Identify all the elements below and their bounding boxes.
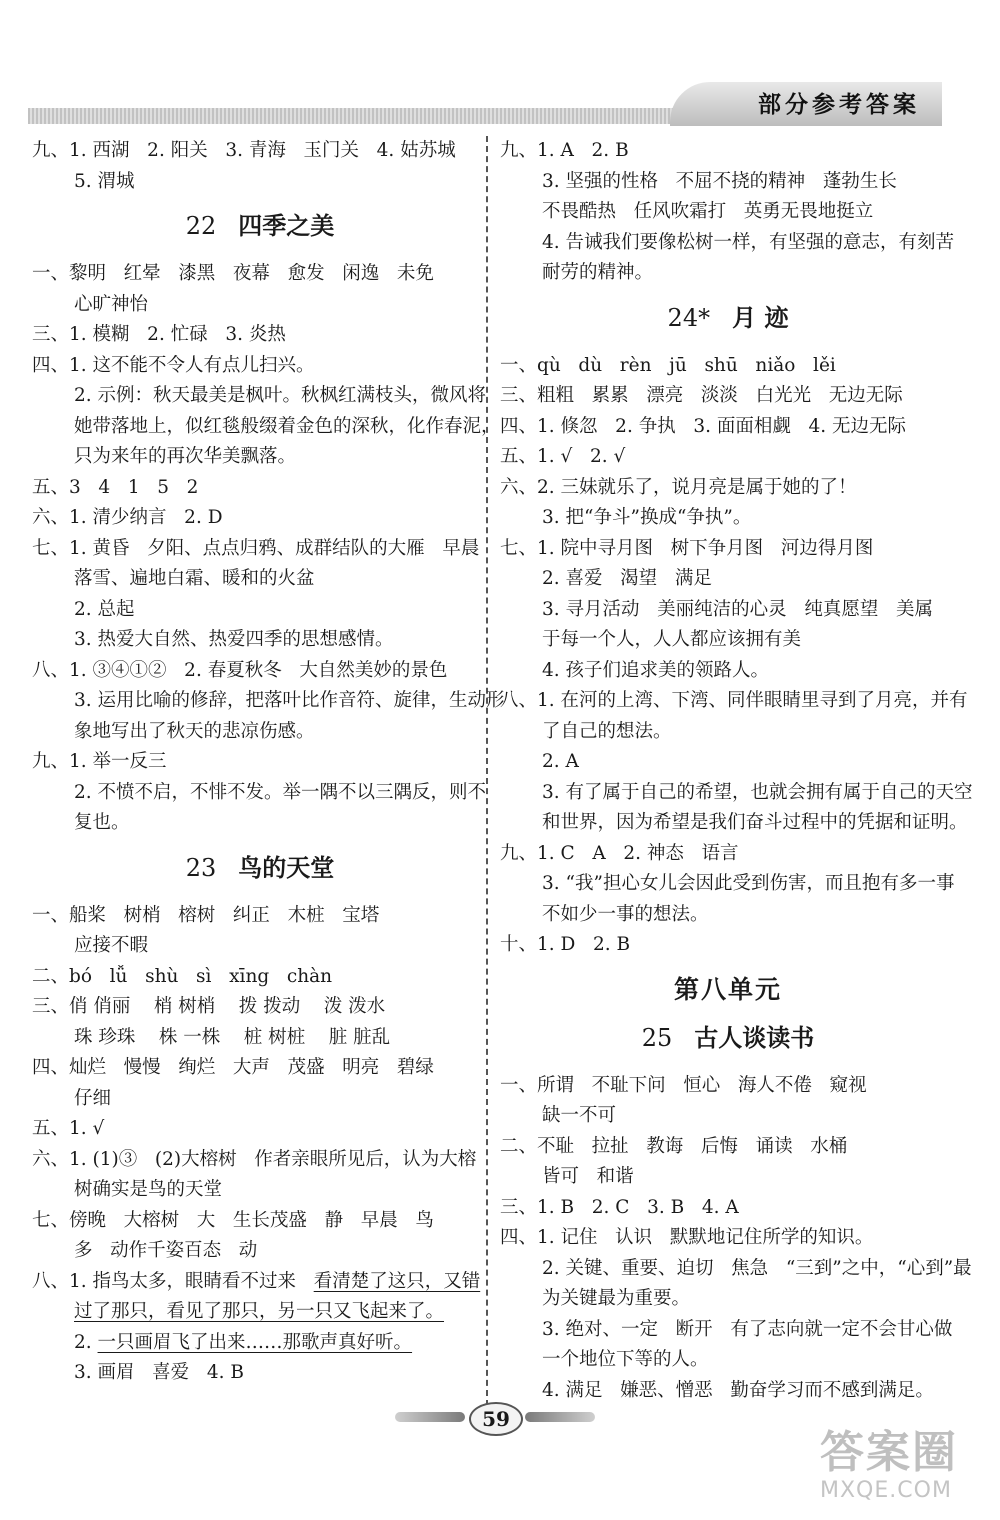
header-title: 部分参考答案	[758, 91, 920, 118]
answer-line: 五、1. √ 2. √	[500, 446, 626, 467]
page-number: 59	[469, 1402, 523, 1436]
unit-title: 第八单元	[673, 974, 782, 1004]
answer-line: 树确实是鸟的天堂	[74, 1179, 223, 1200]
section-number: 24*	[667, 303, 711, 332]
footer-ornament-left	[395, 1412, 465, 1422]
answer-line: 2. 关键、重要、迫切 焦急 “三到”之中，“心到”最	[542, 1257, 972, 1279]
answer-line: 3. 运用比喻的修辞，把落叶比作音符、旋律，生动形	[74, 690, 505, 711]
section-name: 鸟的天堂	[238, 852, 335, 882]
section-name: 四季之美	[238, 211, 335, 240]
answer-line: 3. 绝对、一定 断开 有了志向就一定不会甘心做	[542, 1318, 953, 1340]
answer-line: 3. 坚强的性格 不屈不挠的精神 蓬勃生长	[542, 170, 897, 192]
answer-line: 九、1. 举一反三	[32, 751, 167, 772]
answer-line: 2. 示例：秋天最美是枫叶。秋枫红满枝头，微风将	[74, 385, 487, 406]
answer-line: 六、2. 三妹就乐了，说月亮是属于她的了！	[500, 476, 857, 498]
answer-line: 3. 热爱大自然、热爱四季的思想感情。	[74, 629, 394, 650]
answer-line: 二、不耻 拉扯 教诲 后悔 诵读 水桶	[500, 1135, 848, 1157]
answer-text: 2.	[74, 1331, 98, 1353]
answer-line: 九、1. A 2. B	[500, 140, 629, 161]
answer-line: 四、1. 这不能不令人有点儿扫兴。	[32, 354, 315, 376]
answer-line: 不畏酷热 任风吹霜打 英勇无畏地挺立	[542, 201, 874, 222]
answer-line: 一、qù dù rèn jū shū niǎo lěi	[500, 354, 836, 376]
underlined-answer: 看清楚了这只，又错	[313, 1270, 481, 1292]
answer-line: 缺一不可	[542, 1105, 617, 1126]
answer-line: 和世界，因为希望是我们奋斗过程中的凭据和证明。	[542, 812, 968, 833]
section-title-23	[32, 853, 488, 883]
answer-line: 2. 总起	[74, 598, 135, 620]
underlined-answer: 一只画眉飞了出来……那歌声真好听。	[97, 1331, 413, 1353]
answer-line: 一、船桨 树梢 榕树 纠正 木桩 宝塔	[32, 904, 380, 926]
answer-line: 五、1. √	[32, 1118, 105, 1139]
answer-line	[32, 1297, 488, 1328]
answer-line: 3. 把“争斗”换成“争执”。	[542, 507, 752, 528]
answer-line: 3. “我”担心女儿会因此受到伤害，而且抱有多一事	[542, 873, 955, 894]
footer-ornament-right	[525, 1412, 595, 1422]
right-column	[500, 136, 973, 1406]
left-column	[32, 136, 505, 1389]
watermark-url: MXQE.COM	[820, 1478, 952, 1503]
answer-line: 4. 告诫我们要像松树一样，有坚强的意志，有刻苦	[542, 231, 955, 253]
answer-line: 2. 喜爱 渴望 满足	[542, 568, 712, 589]
answer-line: 一、黎明 红晕 漆黑 夜幕 愈发 闲逸 未免	[32, 263, 434, 284]
answer-line: 复也。	[74, 812, 130, 833]
answer-line: 落雪、遍地白霜、暖和的火盆	[74, 568, 315, 589]
section-name: 月 迹	[732, 302, 789, 332]
answer-line: 八、1. ③④①② 2. 春夏秋冬 大自然美妙的景色	[32, 659, 448, 681]
answer-line: 四、1. 记住 认识 默默地记住所学的知识。	[500, 1227, 874, 1248]
answer-line: 三、俏 俏丽 梢 树梢 拨 拨动 泼 泼水	[32, 996, 386, 1017]
answer-line: 3. 有了属于自己的希望，也就会拥有属于自己的天空	[542, 781, 973, 803]
answer-line: 象地写出了秋天的悲凉伤感。	[74, 720, 315, 742]
answer-line: 一个地位下等的人。	[542, 1349, 709, 1370]
answer-line: 只为来年的再次华美飘落。	[74, 446, 297, 467]
section-number: 23	[185, 853, 217, 882]
answer-line: 于每一个人，人人都应该拥有美	[542, 629, 802, 650]
watermark-logo: 答案圈	[820, 1427, 958, 1478]
answer-line	[32, 1328, 488, 1359]
section-title-24	[500, 303, 956, 333]
answer-line: 十、1. D 2. B	[500, 934, 631, 955]
answer-line: 心旷神怡	[74, 293, 149, 315]
answer-line: 5. 渭城	[74, 170, 135, 192]
answer-line: 六、1. (1)③ (2)大榕树 作者亲眼所见后，认为大榕	[32, 1148, 477, 1170]
answer-line: 一、所谓 不耻下问 恒心 海人不倦 窥视	[500, 1074, 867, 1096]
answer-line: 九、1. C A 2. 神态 语言	[500, 842, 739, 864]
answer-line: 2. A	[542, 751, 579, 772]
answer-line: 仔细	[74, 1087, 112, 1109]
answer-line: 为关键最为重要。	[542, 1288, 691, 1309]
answer-line: 二、bó lǚ shù sì xīng chàn	[32, 965, 333, 987]
answer-line: 3. 画眉 喜爱 4. B	[74, 1362, 244, 1383]
page-footer	[395, 1402, 595, 1434]
answer-text: 八、1. 指鸟太多，眼睛看不过来	[32, 1270, 314, 1292]
answer-line: 七、傍晚 大榕树 大 生长茂盛 静 早晨 鸟	[32, 1209, 434, 1231]
answer-line: 六、1. 清少纳言 2. D	[32, 507, 223, 528]
section-title-22	[32, 211, 488, 241]
section-number: 22	[185, 212, 217, 240]
answer-line	[32, 1267, 488, 1298]
underlined-answer: 过了那只，看见了那只，另一只又飞起来了。	[74, 1301, 445, 1322]
answer-line: 七、1. 院中寻月图 树下争月图 河边得月图	[500, 537, 874, 559]
answer-line: 3. 寻月活动 美丽纯洁的心灵 纯真愿望 美属	[542, 598, 933, 620]
answer-line: 八、1. 在河的上湾、下湾、同伴眼睛里寻到了月亮，并有	[500, 690, 968, 711]
answer-line: 九、1. 西湖 2. 阳关 3. 青海 玉门关 4. 姑苏城	[32, 140, 456, 161]
answer-line: 4. 孩子们追求美的领路人。	[542, 659, 770, 681]
answer-line: 了自己的想法。	[542, 720, 672, 742]
answer-line: 不如少一事的想法。	[542, 903, 709, 925]
answer-line: 三、1. 模糊 2. 忙碌 3. 炎热	[32, 324, 286, 345]
answer-line: 五、3 4 1 5 2	[32, 476, 199, 498]
section-number: 25	[641, 1023, 673, 1052]
answer-line: 应接不暇	[74, 935, 149, 956]
answer-line: 多 动作千姿百态 动	[74, 1240, 258, 1261]
answer-line: 2. 不愤不启，不悱不发。举一隅不以三隅反，则不	[74, 781, 487, 803]
answer-line: 三、粗粗 累累 漂亮 淡淡 白光光 无边无际	[500, 385, 903, 406]
answer-line: 四、1. 倏忽 2. 争执 3. 面面相觑 4. 无边无际	[500, 415, 907, 437]
answer-line: 4. 满足 嫌恶、憎恶 勤奋学习而不感到满足。	[542, 1379, 934, 1401]
answer-line: 四、灿烂 慢慢 绚烂 大声 茂盛 明亮 碧绿	[32, 1057, 434, 1078]
section-title-25	[500, 1023, 956, 1053]
answer-line: 珠 珍珠 株 一株 桩 树桩 脏 脏乱	[74, 1026, 391, 1048]
answer-line: 皆可 和谐	[542, 1166, 634, 1187]
watermark	[820, 1428, 980, 1516]
answer-line: 七、1. 黄昏 夕阳、点点归鸦、成群结队的大雁 早晨	[32, 537, 480, 559]
answer-line: 三、1. B 2. C 3. B 4. A	[500, 1196, 739, 1218]
answer-line: 耐劳的精神。	[542, 262, 654, 283]
section-name: 古人谈读书	[694, 1022, 815, 1052]
answer-line: 她带落地上，似红毯般缀着金色的深秋，化作春泥，	[74, 415, 500, 437]
